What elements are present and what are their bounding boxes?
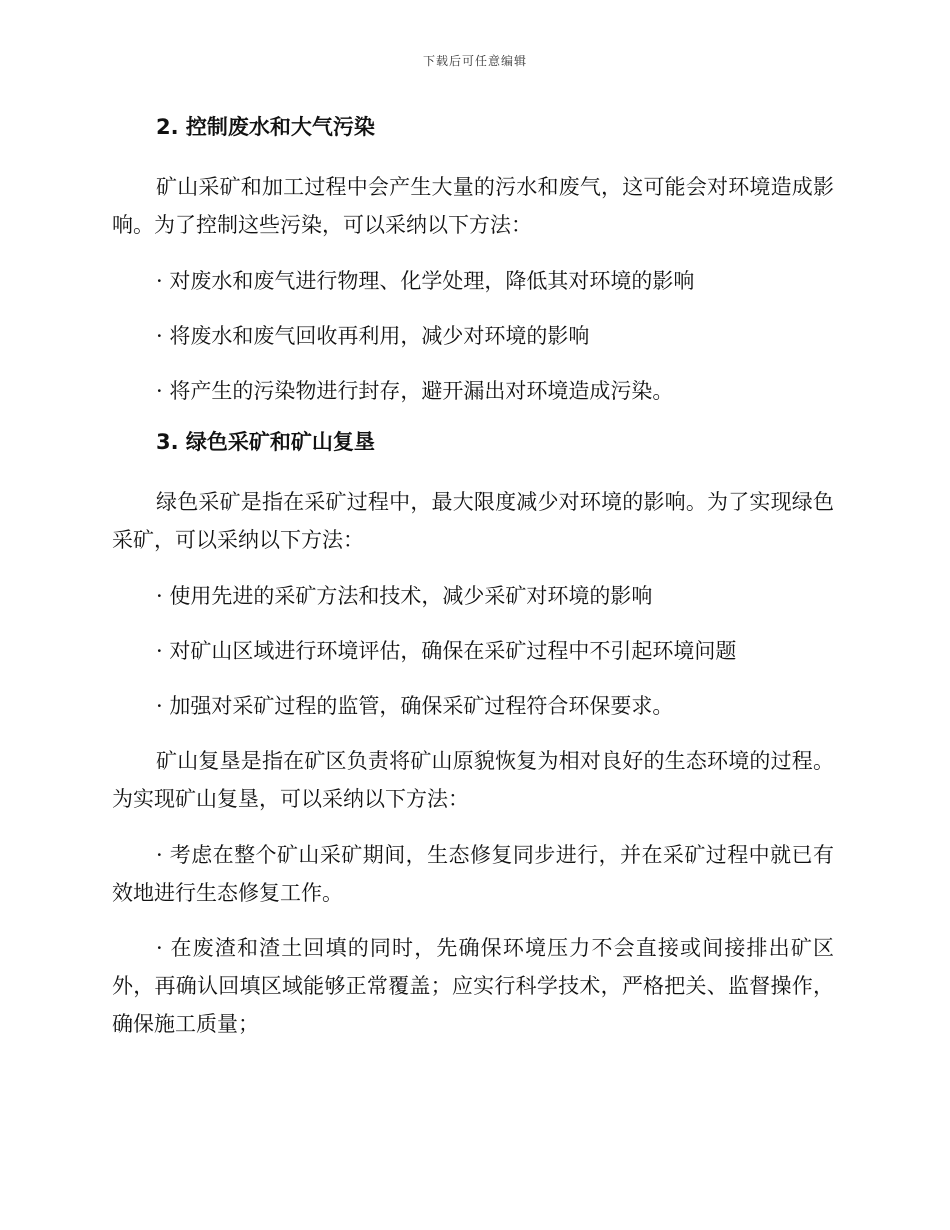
page-header: 下载后可任意编辑 xyxy=(422,54,527,68)
document-body xyxy=(112,112,834,1060)
paragraph: 绿色采矿是指在采矿过程中，最大限度减少对环境的影响。为了实现绿色采矿，可以采纳以下方法： xyxy=(112,490,834,552)
bullet-item: · 对废水和废气进行物理、化学处理，降低其对环境的影响 xyxy=(156,269,695,293)
bullet-item: · 加强对采矿过程的监管，确保采矿过程符合环保要求。 xyxy=(156,694,674,718)
paragraph: 矿山采矿和加工过程中会产生大量的污水和废气，这可能会对环境造成影响。为了控制这些污染，可以采纳以下方法： xyxy=(112,175,834,237)
bullet-item: · 将废水和废气回收再利用，减少对环境的影响 xyxy=(156,324,590,348)
bullet-item: · 将产生的污染物进行封存，避开漏出对环境造成污染。 xyxy=(156,379,674,403)
bullet-item: · 对矿山区域进行环境评估，确保在采矿过程中不引起环境问题 xyxy=(156,639,737,663)
section-heading: 3. 绿色采矿和矿山复垦 xyxy=(156,430,375,454)
bullet-item: · 使用先进的采矿方法和技术，减少采矿对环境的影响 xyxy=(156,584,653,608)
bullet-item: · 在废渣和渣土回填的同时，先确保环境压力不会直接或间接排出矿区外，再确认回填区域能够正常覆盖；应实行科学技术，严格把关、监督操作，确保施工质量； xyxy=(112,936,834,1036)
paragraph: 矿山复垦是指在矿区负责将矿山原貌恢复为相对良好的生态环境的过程。为实现矿山复垦，可以采纳以下方法： xyxy=(112,749,834,811)
section-heading: 2. 控制废水和大气污染 xyxy=(156,115,375,139)
bullet-item: · 考虑在整个矿山采矿期间，生态修复同步进行，并在采矿过程中就已有效地进行生态修复工作。 xyxy=(112,843,834,905)
